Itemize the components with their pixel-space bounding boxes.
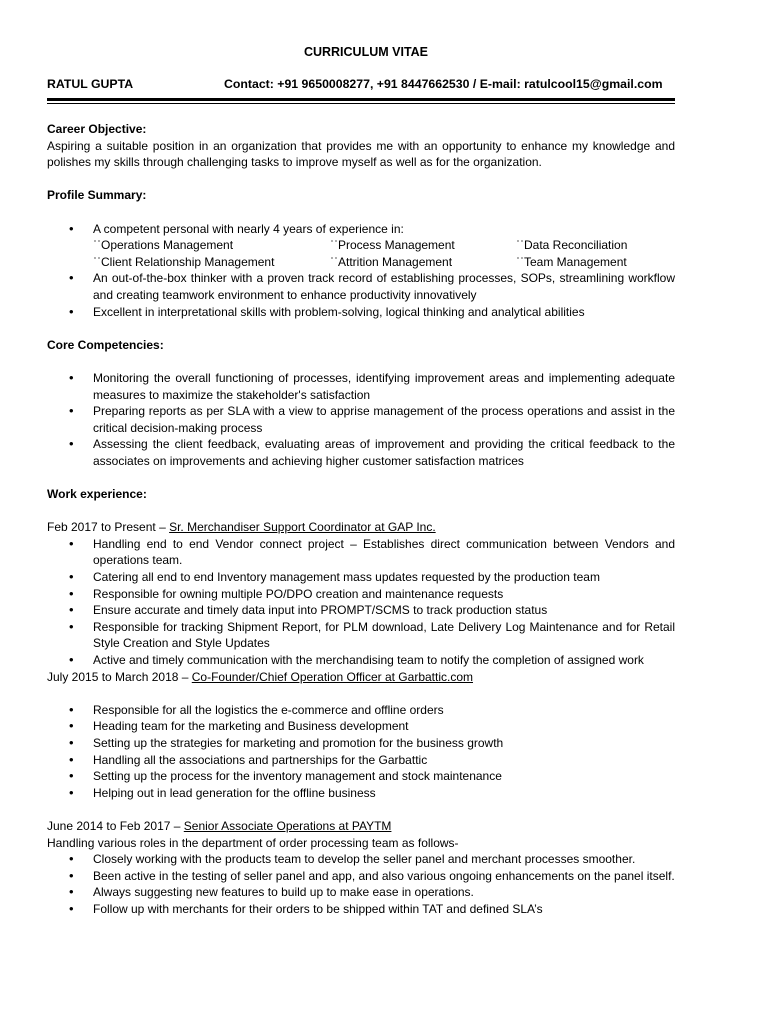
resume-page	[47, 44, 675, 918]
skill-item: ˈˈClient Relationship Management	[93, 254, 275, 269]
list-item: • Follow up with merchants for their orders to be shipped within TAT and defined SLA’s	[69, 900, 543, 916]
header-rule-thick	[47, 98, 675, 101]
skill-item: ˈˈOperations Management	[93, 238, 234, 253]
job-points-list	[47, 536, 675, 669]
list-item: • Setting up the process for the inventory management and stock maintenance	[69, 768, 502, 784]
list-item: • Heading team for the marketing and Business development	[69, 718, 409, 734]
skill-item: ˈˈTeam Management	[516, 254, 627, 269]
core-competencies-list	[47, 370, 675, 470]
list-item: • Closely working with the products team to develop the seller panel and merchant processes smoother.	[69, 851, 636, 867]
profile-summary-list	[47, 221, 675, 238]
core-competencies-title: Core Competencies:	[47, 337, 164, 352]
job-heading: July 2015 to March 2018 – Co-Founder/Chief Operation Officer at Garbattic.com	[47, 669, 473, 684]
job-points-list	[47, 702, 675, 802]
job-paytm	[47, 818, 675, 918]
list-item: • A competent personal with nearly 4 years of experience in:	[69, 220, 404, 236]
contact-info: Contact: +91 9650008277, +91 8447662530 / E-mail: ratulcool15@gmail.com	[224, 77, 663, 91]
list-item: • Excellent in interpretational skills with problem-solving, logical thinking and analytical abilities	[69, 303, 585, 319]
list-item: • Always suggesting new features to build up to make ease in operations.	[69, 884, 474, 900]
header-row	[47, 76, 675, 93]
job-heading: Feb 2017 to Present – Sr. Merchandiser Support Coordinator at GAP Inc.	[47, 520, 436, 535]
list-item: • Catering all end to end Inventory management mass updates requested by the production team	[69, 569, 600, 585]
skills-grid	[47, 237, 675, 270]
list-item: • Monitoring the overall functioning of processes, identifying improvement areas and implementing adequate measures to maximize the stakeholder's satisfaction	[69, 369, 675, 402]
candidate-name: RATUL GUPTA	[47, 77, 134, 91]
list-item: • Responsible for all the logistics the e-commerce and offline orders	[69, 701, 444, 717]
list-item: • Preparing reports as per SLA with a view to apprise management of the process operations and assist in the critical decision-making process	[69, 403, 675, 435]
profile-points-list	[47, 270, 675, 320]
skill-item: ˈˈProcess Management	[330, 238, 455, 253]
work-experience-title: Work experience:	[47, 487, 147, 502]
job-heading: June 2014 to Feb 2017 – Senior Associate Operations at PAYTM	[47, 818, 392, 833]
list-item: • Responsible for tracking Shipment Report, for PLM download, Late Delivery Log Maintenance and for Retail Style Creation and Style Updates	[69, 618, 675, 651]
profile-summary-title: Profile Summary:	[47, 188, 147, 203]
job-points-list	[47, 851, 675, 917]
list-item: • An out-of-the-box thinker with a proven track record of establishing processes, SOPs, streamlining workflow and creating teamwork environment to enhance productivity innovatively	[69, 270, 675, 302]
job-gap	[47, 519, 675, 668]
skill-item: ˈˈData Reconciliation	[516, 238, 628, 253]
list-item: • Ensure accurate and timely data input into PROMPT/SCMS to track production status	[69, 602, 548, 618]
list-item: • Active and timely communication with the merchandising team to notify the completion of assigned work	[69, 652, 644, 667]
list-item: • Helping out in lead generation for the offline business	[69, 784, 376, 800]
list-item: • Handling all the associations and partnerships for the Garbattic	[69, 751, 428, 767]
list-item: • Assessing the client feedback, evaluating areas of improvement and providing the critical feedback to the associates on improvements and achieving higher customer satisfaction matrices	[69, 436, 675, 468]
career-objective-title: Career Objective:	[47, 122, 147, 136]
job-role: Sr. Merchandiser Support Coordinator at GAP Inc.	[169, 520, 436, 535]
career-objective-text: Aspiring a suitable position in an organization that provides me with an opportunity to enhance my knowledge and polishes my skills through challenging tasks to improve myself as well as for the organization.	[47, 138, 675, 170]
list-item: • Responsible for owning multiple PO/DPO creation and maintenance requests	[69, 585, 504, 601]
list-item: • Been active in the testing of seller panel and app, and also various ongoing enhancements on the panel itself.	[69, 867, 675, 883]
job-intro: Handling various roles in the department of order processing team as follows-	[47, 835, 459, 850]
list-item: • Handling end to end Vendor connect project – Establishes direct communication between Vendors and operations team.	[69, 535, 675, 568]
document-title: CURRICULUM VITAE	[303, 45, 429, 59]
list-item: • Setting up the strategies for marketing and promotion for the business growth	[69, 734, 504, 750]
job-garbattic	[47, 669, 675, 802]
job-role: Senior Associate Operations at PAYTM	[183, 818, 392, 833]
skill-item: ˈˈAttrition Management	[330, 254, 453, 269]
job-role: Co-Founder/Chief Operation Officer at Garbattic.com	[191, 669, 473, 684]
